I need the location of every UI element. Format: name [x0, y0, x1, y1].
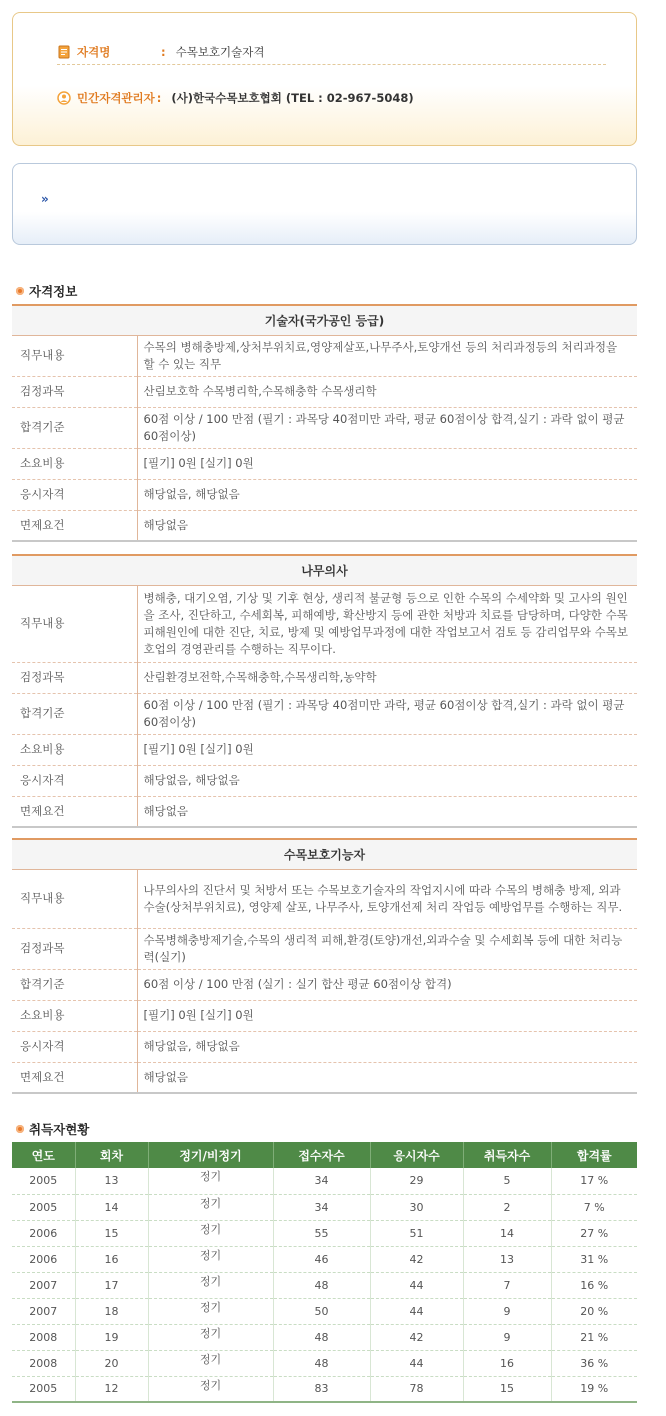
table-row [12, 1272, 637, 1298]
cell-type: 정기 [148, 1168, 273, 1194]
cell-round: 20 [75, 1350, 148, 1376]
cell-type: 정기 [148, 1298, 273, 1324]
cell-examinees: 78 [370, 1376, 463, 1402]
row-value: 해당없음, 해당없음 [137, 479, 637, 510]
cell-year: 2008 [12, 1350, 75, 1376]
manager-label: 민간자격관리자 [77, 91, 155, 105]
cell-round: 19 [75, 1324, 148, 1350]
section-title-stats-text: 취득자현황 [29, 1122, 90, 1137]
cell-applicants: 48 [273, 1324, 370, 1350]
cell-year: 2007 [12, 1272, 75, 1298]
person-icon [57, 91, 71, 105]
bullet-icon [16, 1125, 24, 1133]
row-value: 60점 이상 / 100 만점 (필기 : 과목당 40점미만 과락, 평균 60점이상 합격,실기 : 과락 없이 평균 60점이상) [137, 693, 637, 734]
table-row [12, 1168, 637, 1194]
col-header-acquirers: 취득자수 [463, 1142, 551, 1168]
cell-round: 15 [75, 1220, 148, 1246]
row-label: 응시자격 [12, 479, 137, 510]
row-label: 소요비용 [12, 734, 137, 765]
cell-acquirers: 9 [463, 1324, 551, 1350]
cell-applicants: 48 [273, 1350, 370, 1376]
notice-box [12, 163, 637, 245]
qualification-table-2 [12, 554, 637, 828]
table-row [12, 1194, 637, 1220]
cell-type: 정기 [148, 1272, 273, 1298]
certificate-info-box [12, 12, 637, 146]
cell-examinees: 51 [370, 1220, 463, 1246]
row-label: 직무내용 [12, 869, 137, 928]
row-value: 수목의 병해충방제,상처부위치료,영양제살포,나무주사,토양개선 등의 처리과정등의 처리과정을 할 수 있는 직무 [137, 335, 637, 376]
cell-round: 13 [75, 1168, 148, 1194]
cell-examinees: 44 [370, 1298, 463, 1324]
cell-acquirers: 7 [463, 1272, 551, 1298]
row-label: 직무내용 [12, 585, 137, 662]
cell-pass-rate: 17 % [551, 1168, 637, 1194]
cell-applicants: 46 [273, 1246, 370, 1272]
cell-acquirers: 15 [463, 1376, 551, 1402]
row-label: 면제요건 [12, 510, 137, 541]
table-row [12, 1376, 637, 1402]
row-value: [필기] 0원 [실기] 0원 [137, 734, 637, 765]
cell-pass-rate: 20 % [551, 1298, 637, 1324]
col-header-year: 연도 [12, 1142, 75, 1168]
table-row [12, 1324, 637, 1350]
cell-acquirers: 2 [463, 1194, 551, 1220]
row-value: 나무의사의 진단서 및 처방서 또는 수목보호기술자의 작업지시에 따라 수목의 병해충 방제, 외과수술(상처부위치료), 영양제 살포, 나무주사, 토양개선제 처리 작업등 예방업무를 수행하는 직무. [137, 869, 637, 928]
certificate-name-row [57, 39, 606, 65]
cell-pass-rate: 31 % [551, 1246, 637, 1272]
col-header-applicants: 접수자수 [273, 1142, 370, 1168]
cell-type: 정기 [148, 1376, 273, 1402]
certificate-name-separator: : [161, 44, 166, 59]
cell-acquirers: 9 [463, 1298, 551, 1324]
manager-row [57, 85, 606, 111]
row-label: 응시자격 [12, 765, 137, 796]
cell-round: 18 [75, 1298, 148, 1324]
cell-round: 17 [75, 1272, 148, 1298]
cell-pass-rate: 36 % [551, 1350, 637, 1376]
cell-applicants: 34 [273, 1168, 370, 1194]
cell-applicants: 55 [273, 1220, 370, 1246]
row-label: 면제요건 [12, 1062, 137, 1093]
row-value: 병해충, 대기오염, 기상 및 기후 현상, 생리적 불균형 등으로 인한 수목의 수세약화 및 고사의 원인을 조사, 진단하고, 수세회복, 피해예방, 확산방지 등에 관한 처방과 치료를 담당하며, 다양한 수목피해원인에 대한 진단, 치료, 방제 및 예방업무과정에 대한 작업보고서 검토 등 감리업무와 수목보호업의 경영관리를 수행하는 직무이다. [137, 585, 637, 662]
row-value: 해당없음 [137, 1062, 637, 1093]
row-label: 면제요건 [12, 796, 137, 827]
row-value: 60점 이상 / 100 만점 (실기 : 실기 합산 평균 60점이상 합격) [137, 969, 637, 1000]
cell-type: 정기 [148, 1350, 273, 1376]
cell-type: 정기 [148, 1324, 273, 1350]
table-row [12, 1246, 637, 1272]
cell-applicants: 48 [273, 1272, 370, 1298]
row-value: 산림보호학 수목병리학,수목해충학 수목생리학 [137, 376, 637, 407]
cell-year: 2008 [12, 1324, 75, 1350]
row-value: [필기] 0원 [실기] 0원 [137, 1000, 637, 1031]
col-header-type: 정기/비정기 [148, 1142, 273, 1168]
manager-separator: : [156, 91, 162, 105]
row-value: 해당없음 [137, 510, 637, 541]
cell-examinees: 29 [370, 1168, 463, 1194]
qualification-title: 수목보호기능자 [12, 839, 637, 869]
cell-pass-rate: 21 % [551, 1324, 637, 1350]
certificate-name-label: 자격명 [77, 44, 111, 59]
cell-acquirers: 5 [463, 1168, 551, 1194]
section-title-stats [16, 1120, 89, 1138]
stats-header-row [12, 1142, 637, 1168]
row-label: 소요비용 [12, 1000, 137, 1031]
cell-round: 14 [75, 1194, 148, 1220]
row-value: 해당없음 [137, 796, 637, 827]
cell-year: 2006 [12, 1220, 75, 1246]
row-value: 60점 이상 / 100 만점 (필기 : 과목당 40점미만 과락, 평균 60점이상 합격,실기 : 과락 없이 평균 60점이상) [137, 407, 637, 448]
cell-pass-rate: 19 % [551, 1376, 637, 1402]
row-label: 검정과목 [12, 376, 137, 407]
row-value: 산림환경보전학,수목해충학,수목생리학,농약학 [137, 662, 637, 693]
row-label: 검정과목 [12, 928, 137, 969]
cell-year: 2005 [12, 1194, 75, 1220]
stats-body [12, 1168, 637, 1402]
qualification-table-3 [12, 838, 637, 1094]
table-row [12, 1298, 637, 1324]
document-icon [57, 45, 71, 59]
row-label: 합격기준 [12, 969, 137, 1000]
cell-round: 12 [75, 1376, 148, 1402]
row-label: 응시자격 [12, 1031, 137, 1062]
table-row [12, 1220, 637, 1246]
qualification-table-1 [12, 304, 637, 542]
section-title-info [16, 282, 77, 300]
table-row [12, 1350, 637, 1376]
cell-year: 2007 [12, 1298, 75, 1324]
row-label: 합격기준 [12, 693, 137, 734]
cell-pass-rate: 16 % [551, 1272, 637, 1298]
cell-pass-rate: 27 % [551, 1220, 637, 1246]
acquirer-stats-table [12, 1142, 637, 1403]
cell-examinees: 30 [370, 1194, 463, 1220]
certificate-name-value: 수목보호기술자격 [175, 44, 265, 59]
cell-examinees: 44 [370, 1350, 463, 1376]
cell-year: 2005 [12, 1376, 75, 1402]
cell-round: 16 [75, 1246, 148, 1272]
cell-year: 2005 [12, 1168, 75, 1194]
cell-type: 정기 [148, 1220, 273, 1246]
cell-applicants: 83 [273, 1376, 370, 1402]
bullet-icon [16, 287, 24, 295]
col-header-pass-rate: 합격률 [551, 1142, 637, 1168]
row-value: 수목병해충방제기술,수목의 생리적 피해,환경(토양)개선,외과수술 및 수세회복 등에 대한 처리능력(실기) [137, 928, 637, 969]
row-label: 합격기준 [12, 407, 137, 448]
cell-acquirers: 16 [463, 1350, 551, 1376]
cell-examinees: 44 [370, 1272, 463, 1298]
qualification-title: 나무의사 [12, 555, 637, 585]
cell-acquirers: 14 [463, 1220, 551, 1246]
cell-acquirers: 13 [463, 1246, 551, 1272]
cell-pass-rate: 7 % [551, 1194, 637, 1220]
row-value: [필기] 0원 [실기] 0원 [137, 448, 637, 479]
manager-value: (사)한국수목보호협회 (TEL : 02-967-5048) [171, 91, 414, 105]
cell-examinees: 42 [370, 1246, 463, 1272]
row-label: 직무내용 [12, 335, 137, 376]
cell-type: 정기 [148, 1246, 273, 1272]
qualification-title: 기술자(국가공인 등급) [12, 305, 637, 335]
cell-year: 2006 [12, 1246, 75, 1272]
cell-examinees: 42 [370, 1324, 463, 1350]
row-value: 해당없음, 해당없음 [137, 1031, 637, 1062]
row-value: 해당없음, 해당없음 [137, 765, 637, 796]
row-label: 검정과목 [12, 662, 137, 693]
col-header-examinees: 응시자수 [370, 1142, 463, 1168]
cell-applicants: 34 [273, 1194, 370, 1220]
cell-type: 정기 [148, 1194, 273, 1220]
col-header-round: 회차 [75, 1142, 148, 1168]
cell-applicants: 50 [273, 1298, 370, 1324]
row-label: 소요비용 [12, 448, 137, 479]
section-title-info-text: 자격정보 [29, 284, 78, 299]
notice-link-arrow[interactable]: » [41, 192, 49, 206]
